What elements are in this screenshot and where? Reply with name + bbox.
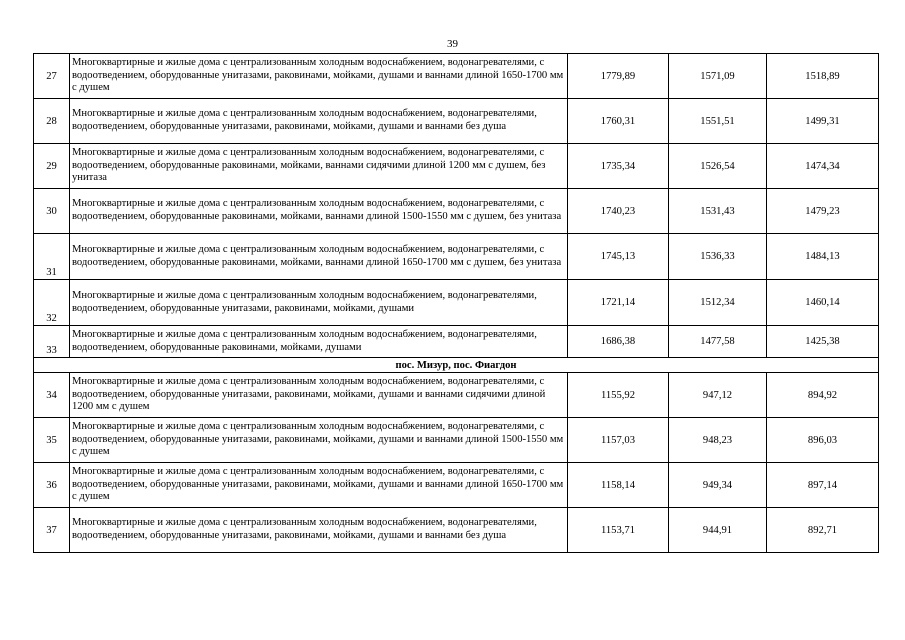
row-value-1: 1745,13 [568,234,669,280]
row-description: Многоквартирные и жилые дома с централизованным холодным водоснабжением, водонагревателями, водоотведением, оборудованные раковинами, мойками, душами [70,326,568,358]
table-row [34,326,879,358]
row-value-2: 944,91 [669,508,767,553]
row-value-3: 1518,89 [767,54,879,99]
row-value-2: 948,23 [669,418,767,463]
row-value-3: 1479,23 [767,189,879,234]
row-value-2: 947,12 [669,373,767,418]
row-value-1: 1760,31 [568,99,669,144]
row-value-3: 1474,34 [767,144,879,189]
row-description: Многоквартирные и жилые дома с централизованным холодным водоснабжением, водонагревателями, с водоотведением, оборудованные унитазами, раковинами, мойками, душами и ваннами сидячими длиной 1200 мм с душем [70,373,568,418]
row-description: Многоквартирные и жилые дома с централизованным холодным водоснабжением, водонагревателями, с водоотведением, оборудованные раковинами, мойками, ваннами длиной 1650-1700 мм с душем, без унитаза [70,234,568,280]
tariff-table [33,53,879,553]
row-value-1: 1779,89 [568,54,669,99]
row-value-1: 1157,03 [568,418,669,463]
row-value-2: 1526,54 [669,144,767,189]
table-row [34,144,879,189]
row-number: 35 [34,418,70,463]
row-description: Многоквартирные и жилые дома с централизованным холодным водоснабжением, водонагревателями, с водоотведением, оборудованные унитазами, раковинами, мойками, душами и ваннами длиной 1650-1700 мм с душем [70,463,568,508]
row-value-2: 1551,51 [669,99,767,144]
row-number: 32 [34,280,70,326]
table-row [34,54,879,99]
table-row [34,280,879,326]
section-header-row [34,358,879,373]
row-value-3: 896,03 [767,418,879,463]
row-number: 31 [34,234,70,280]
row-number: 28 [34,99,70,144]
row-description: Многоквартирные и жилые дома с централизованным холодным водоснабжением, водонагревателями, с водоотведением, оборудованные раковинами, мойками, ваннами длиной 1500-1550 мм с душем, без унитаза [70,189,568,234]
row-description: Многоквартирные и жилые дома с централизованным холодным водоснабжением, водонагревателями, с водоотведением, оборудованные унитазами, раковинами, мойками, душами и ваннами длиной 1500-1550 мм с душем [70,418,568,463]
row-description: Многоквартирные и жилые дома с централизованным холодным водоснабжением, водонагревателями, водоотведением, оборудованные унитазами, раковинами, мойками, душами и ваннами без душа [70,99,568,144]
row-value-1: 1721,14 [568,280,669,326]
table-row [34,99,879,144]
row-number: 27 [34,54,70,99]
row-value-1: 1155,92 [568,373,669,418]
table-row [34,508,879,553]
section-title: пос. Мизур, пос. Фиагдон [34,358,879,373]
row-value-3: 1425,38 [767,326,879,358]
row-number: 29 [34,144,70,189]
table-row [34,418,879,463]
row-number: 36 [34,463,70,508]
row-number: 34 [34,373,70,418]
row-number: 37 [34,508,70,553]
row-value-2: 1512,34 [669,280,767,326]
row-number: 33 [34,326,70,358]
row-value-3: 1460,14 [767,280,879,326]
row-value-3: 1499,31 [767,99,879,144]
row-description: Многоквартирные и жилые дома с централизованным холодным водоснабжением, водонагревателями, с водоотведением, оборудованные унитазами, раковинами, мойками, душами и ваннами длиной 1650-1700 мм с душем [70,54,568,99]
row-value-1: 1158,14 [568,463,669,508]
row-value-2: 949,34 [669,463,767,508]
table-row [34,234,879,280]
table-row [34,463,879,508]
row-description: Многоквартирные и жилые дома с централизованным холодным водоснабжением, водонагревателями, водоотведением, оборудованные унитазами, раковинами, мойками, душами [70,280,568,326]
row-description: Многоквартирные и жилые дома с централизованным холодным водоснабжением, водонагревателями, водоотведением, оборудованные унитазами, раковинами, мойками, душами и ваннами без душа [70,508,568,553]
table-row [34,373,879,418]
row-description: Многоквартирные и жилые дома с централизованным холодным водоснабжением, водонагревателями, с водоотведением, оборудованные раковинами, мойками, ваннами сидячими длиной 1200 мм с душем, без унитаза [70,144,568,189]
row-value-1: 1686,38 [568,326,669,358]
row-number: 30 [34,189,70,234]
row-value-2: 1571,09 [669,54,767,99]
row-value-2: 1477,58 [669,326,767,358]
row-value-1: 1740,23 [568,189,669,234]
row-value-3: 1484,13 [767,234,879,280]
row-value-2: 1536,33 [669,234,767,280]
row-value-3: 897,14 [767,463,879,508]
row-value-1: 1153,71 [568,508,669,553]
page-number: 39 [447,38,458,50]
row-value-1: 1735,34 [568,144,669,189]
row-value-3: 892,71 [767,508,879,553]
row-value-2: 1531,43 [669,189,767,234]
row-value-3: 894,92 [767,373,879,418]
table-row [34,189,879,234]
